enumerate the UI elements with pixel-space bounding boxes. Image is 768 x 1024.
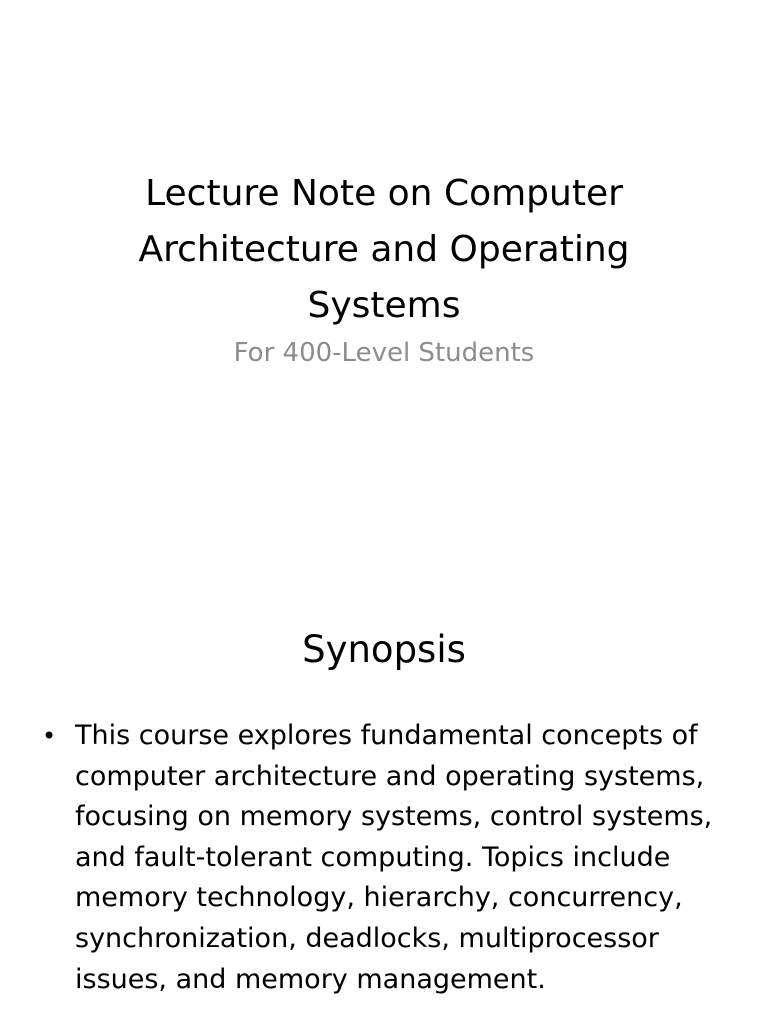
slide-heading: Synopsis xyxy=(302,628,466,671)
bullet-list xyxy=(40,716,730,1000)
synopsis-slide xyxy=(0,512,768,1024)
slide-subtitle: For 400-Level Students xyxy=(233,338,535,368)
slide-title: Lecture Note on Computer Architecture and Operating Systems xyxy=(138,173,630,326)
bullet-text: This course explores fundamental concepts of computer architecture and operating systems, focusing on memory systems, control systems, and fault-tolerant computing. Topics include memory technology, hierarchy, concurrency, synchronization, deadlocks, multiprocessor issues, and memory management. xyxy=(75,720,713,995)
bullet-item xyxy=(40,716,730,1000)
bullet-icon: • xyxy=(42,722,57,750)
